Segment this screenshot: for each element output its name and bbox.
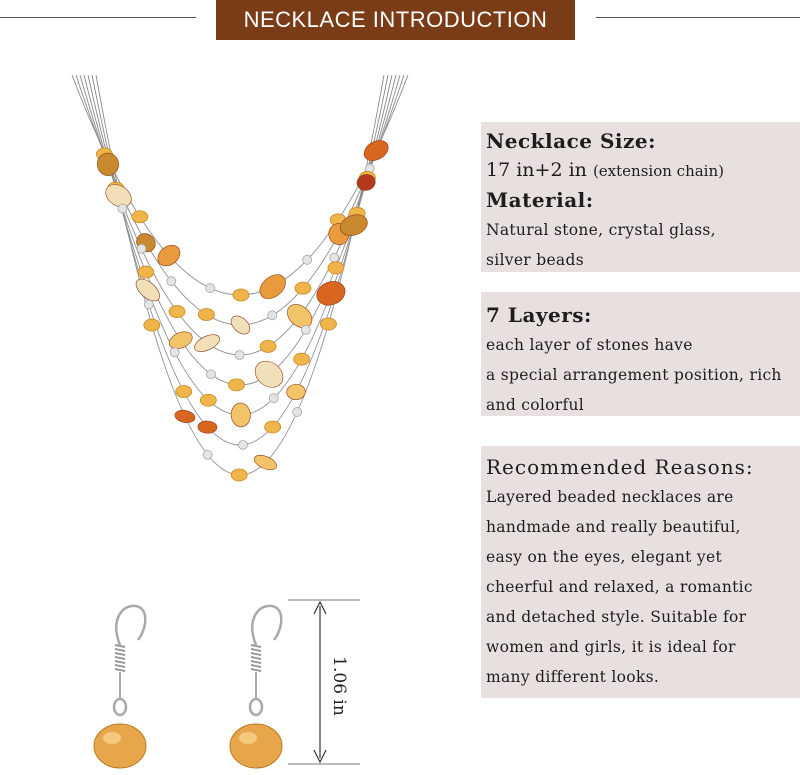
natural-stone [313, 277, 349, 309]
crystal-bead [138, 266, 154, 278]
natural-stone [286, 384, 305, 400]
product-illustration [0, 45, 470, 775]
material-heading: Material: [486, 188, 594, 212]
coil [115, 649, 125, 651]
silver-bead [203, 450, 212, 459]
size-note: (extension chain) [592, 162, 724, 180]
crystal-bead [200, 394, 216, 406]
necklace-strand [88, 75, 392, 415]
coil [115, 669, 125, 671]
crystal-bead [169, 306, 185, 318]
natural-stone [174, 409, 196, 425]
layers-line: each layer of stones have [486, 336, 693, 354]
crystal-bead [144, 319, 160, 331]
material-line: Natural stone, crystal glass, [486, 221, 716, 239]
layers-panel [481, 292, 800, 416]
coil [115, 645, 125, 647]
layers-line: and colorful [486, 396, 585, 414]
reasons-line: handmade and really beautiful, [486, 518, 741, 536]
crystal-bead [176, 386, 192, 398]
coil [115, 657, 125, 659]
crystal-bead [295, 282, 311, 294]
natural-stone [167, 328, 195, 352]
silver-bead [238, 440, 247, 449]
earring-right [230, 606, 282, 768]
ear-hook [116, 606, 145, 645]
natural-stone [283, 300, 317, 333]
silver-bead [235, 350, 244, 359]
header-divider-right [596, 17, 800, 18]
crystal-bead [231, 469, 247, 481]
layers-heading: 7 Layers: [486, 303, 592, 327]
silver-bead [330, 253, 339, 262]
natural-stone [198, 420, 218, 433]
natural-stone [133, 230, 159, 256]
size-value-line [486, 156, 800, 185]
crystal-bead [265, 421, 281, 433]
material-line: silver beads [486, 251, 584, 269]
silver-bead [206, 284, 215, 293]
layers-line: a special arrangement position, rich [486, 366, 782, 384]
crystal-bead [198, 309, 214, 321]
crystal-bead [132, 211, 148, 223]
silver-bead [144, 300, 153, 309]
natural-stone [255, 270, 290, 304]
reasons-line: Layered beaded necklaces are [486, 488, 734, 506]
silver-bead [269, 394, 278, 403]
reasons-panel [481, 446, 800, 698]
earring-left [94, 606, 146, 768]
necklace [72, 75, 408, 481]
natural-stone [250, 356, 288, 393]
silver-bead [301, 325, 310, 334]
coil [115, 661, 125, 663]
silver-bead [268, 311, 277, 320]
coil [251, 649, 261, 651]
silver-bead [137, 244, 146, 253]
reasons-line: many different looks. [486, 668, 660, 686]
ear-hook [252, 606, 281, 645]
reasons-line: and detached style. Suitable for [486, 608, 747, 626]
banner-title: NECKLACE INTRODUCTION [243, 7, 548, 32]
reasons-heading: Recommended Reasons: [486, 455, 754, 479]
crystal-bead [294, 353, 310, 365]
reasons-line: cheerful and relaxed, a romantic [486, 578, 753, 596]
header-divider-left [0, 17, 196, 18]
natural-stone [154, 241, 184, 270]
crystal-bead [328, 262, 344, 274]
section-banner [216, 0, 575, 40]
coil [251, 665, 261, 667]
crystal-bead [229, 379, 245, 391]
coil [251, 669, 261, 671]
silver-bead [170, 348, 179, 357]
silver-bead [303, 255, 312, 264]
crystal-drop [94, 724, 146, 768]
crystal-drop [230, 724, 282, 768]
natural-stone [230, 402, 251, 427]
silver-bead [118, 204, 127, 213]
silver-bead [293, 407, 302, 416]
silver-bead [167, 277, 176, 286]
coil [115, 665, 125, 667]
coil [251, 653, 261, 655]
silver-bead [207, 370, 216, 379]
crystal-bead [320, 318, 336, 330]
size-material-panel [481, 122, 800, 272]
coil [251, 645, 261, 647]
size-value: 17 in+2 in [486, 159, 587, 181]
measure-label: 1.06 in [329, 656, 349, 716]
natural-stone [228, 312, 254, 337]
coil [115, 653, 125, 655]
reasons-line: easy on the eyes, elegant yet [486, 548, 722, 566]
coil [251, 661, 261, 663]
measure-indicator [288, 600, 360, 764]
reasons-line: women and girls, it is ideal for [486, 638, 736, 656]
crystal-bead [260, 340, 276, 352]
size-heading: Necklace Size: [486, 129, 656, 153]
coil [251, 657, 261, 659]
crystal-bead [233, 289, 249, 301]
